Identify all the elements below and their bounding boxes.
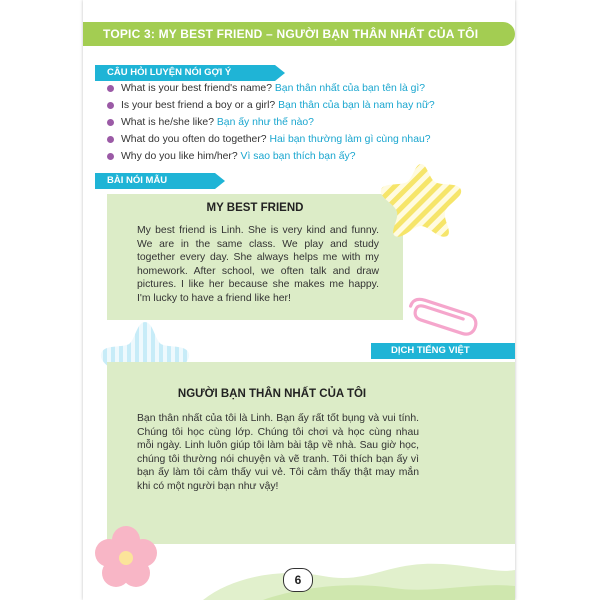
questions-heading: CÂU HỎI LUYỆN NÓI GỢI Ý bbox=[95, 65, 275, 81]
question-en: What is he/she like? bbox=[121, 117, 214, 128]
bullet-icon bbox=[107, 119, 114, 126]
question-en: Why do you like him/her? bbox=[121, 151, 238, 162]
sample-heading: BÀI NÓI MẪU bbox=[95, 173, 215, 189]
sample-card bbox=[107, 194, 403, 320]
translation-body: Bạn thân nhất của tôi là Linh. Bạn ấy rất tốt bụng và vui tính. Chúng tôi học cùng lớp. Chúng tôi chơi và học cùng nhau mỗi ngày. Linh luôn giúp tôi làm bài tập về nhà. Sau giờ học, chúng tôi thường nói chuyện và vẽ tranh. Tôi thích bạn ấy vì bạn ấy làm tôi cảm thấy vui vẻ. Tôi cảm thấy thật may mắn khi có một người bạn như vậy! bbox=[137, 413, 419, 492]
question-item bbox=[107, 114, 507, 131]
paper-clip-icon bbox=[401, 296, 481, 336]
bullet-icon bbox=[107, 85, 114, 92]
question-vi: Bạn ấy như thế nào? bbox=[216, 117, 314, 128]
question-item bbox=[107, 80, 507, 97]
translation-card bbox=[107, 362, 515, 544]
question-en: Is your best friend a boy or a girl? bbox=[121, 100, 276, 111]
question-vi: Hai bạn thường làm gì cùng nhau? bbox=[269, 134, 431, 145]
question-list bbox=[107, 80, 507, 165]
translation-title: NGƯỜI BẠN THÂN NHẤT CỦA TÔI bbox=[177, 388, 367, 400]
workbook-page bbox=[83, 0, 515, 600]
question-item bbox=[107, 97, 507, 114]
question-vi: Bạn thân của bạn là nam hay nữ? bbox=[278, 100, 435, 111]
page-number: 6 bbox=[283, 568, 313, 592]
bullet-icon bbox=[107, 102, 114, 109]
translation-heading: DỊCH TIẾNG VIỆT bbox=[371, 343, 515, 359]
sample-title: MY BEST FRIEND bbox=[206, 202, 304, 214]
question-item bbox=[107, 131, 507, 148]
question-en: What is your best friend's name? bbox=[121, 83, 272, 94]
question-vi: Vì sao bạn thích bạn ấy? bbox=[240, 151, 356, 162]
question-en: What do you often do together? bbox=[121, 134, 267, 145]
sample-body: My best friend is Linh. She is very kind and funny. We are in the same class. We play and study together every day. She always helps me with my homework. After school, we often talk and draw pictures. I like her because she makes me happy. I'm lucky to have a friend like her! bbox=[137, 225, 379, 304]
topic-title: TOPIC 3: MY BEST FRIEND – NGƯỜI BẠN THÂN NHẤT CỦA TÔI bbox=[103, 27, 479, 41]
question-vi: Bạn thân nhất của bạn tên là gì? bbox=[274, 83, 426, 94]
striped-star-icon bbox=[375, 160, 467, 240]
bullet-icon bbox=[107, 136, 114, 143]
bullet-icon bbox=[107, 153, 114, 160]
